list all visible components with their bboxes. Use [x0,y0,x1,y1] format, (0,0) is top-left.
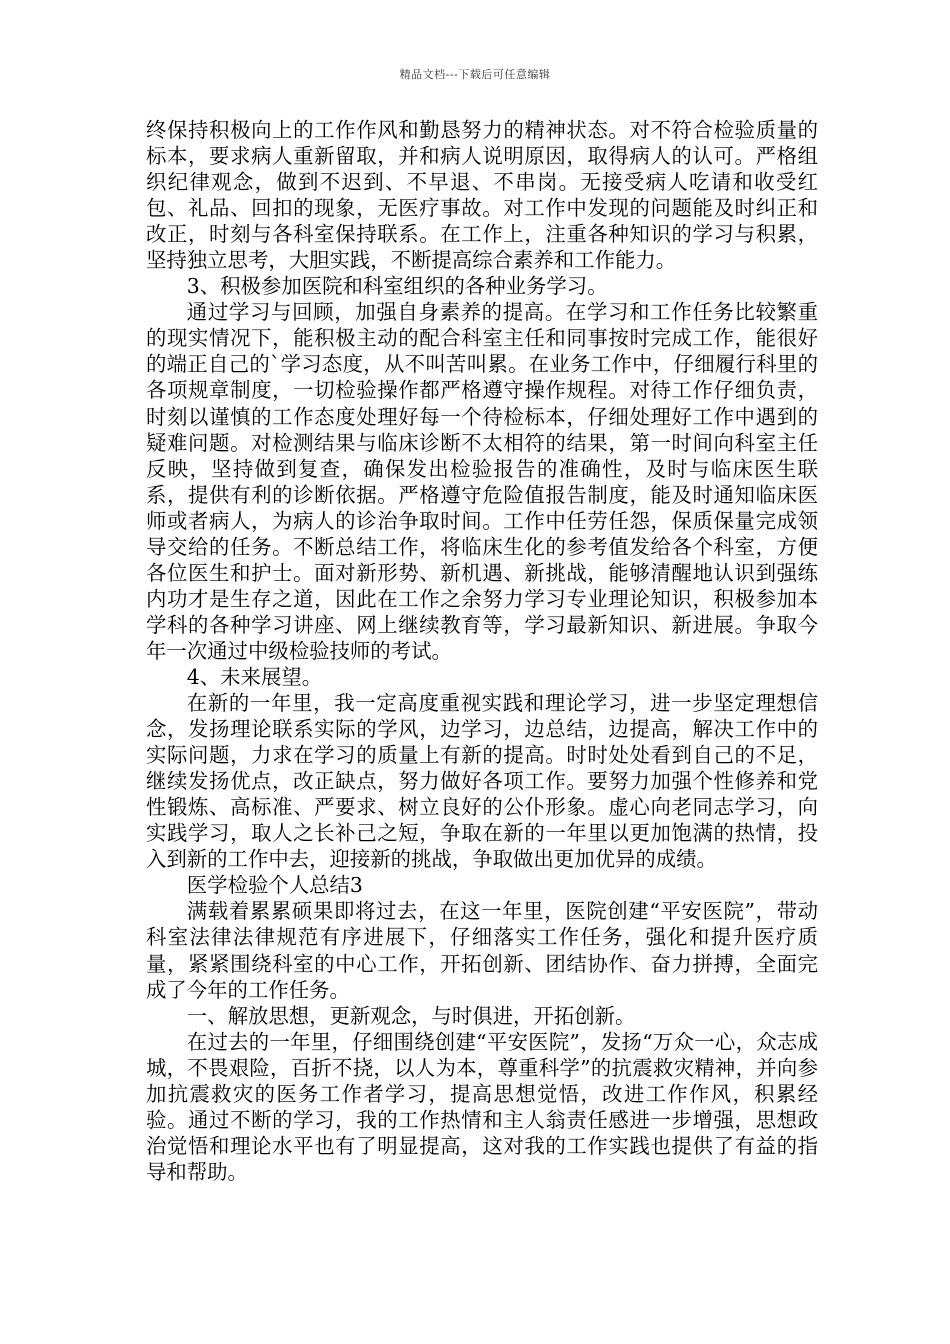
page-header: 精品文档---下载后可任意编辑 [399,68,551,81]
document-body [146,117,818,1185]
section-heading-3: 3、积极参加医院和科室组织的各种业务学习。 [186,274,608,299]
document-title: 医学检验个人总结3 [186,873,363,898]
paragraph: 终保持积极向上的工作作风和勤恳努力的精神状态。对不符合检验质量的标本，要求病人重新留取，并和病人说明原因，取得病人的认可。严格组织纪律观念，做到不迟到、不早退、不串岗。无接受病人吃请和收受红包、礼品、回扣的现象，无医疗事故。对工作中发现的问题能及时纠正和改正，时刻与各科室保持联系。在工作上，注重各种知识的学习与积累，坚持独立思考，大胆实践，不断提高综合素养和工作能力。 [146,118,818,273]
paragraph: 满载着累累硕果即将过去，在这一年里，医院创建“平安医院”，带动科室法律法律规范有序进展下，仔细落实工作任务，强化和提升医疗质量，紧紧围绕科室的中心工作，开拓创新、团结协作、奋力拼搏，全面完成了今年的工作任务。 [146,899,818,1002]
paragraph: 在新的一年里，我一定高度重视实践和理论学习，进一步坚定理想信念，发扬理论联系实际的学风，边学习，边总结，边提高，解决工作中的实际问题，力求在学习的质量上有新的提高。时时处处看到自己的不足，继续发扬优点，改正缺点，努力做好各项工作。要努力加强个性修养和党性锻炼、高标准、严要求、树立良好的公仆形象。虚心向老同志学习，向实践学习，取人之长补己之短，争取在新的一年里以更加饱满的热情，投入到新的工作中去，迎接新的挑战，争取做出更加优异的成绩。 [146,691,818,872]
paragraph: 在过去的一年里，仔细围绕创建“平安医院”，发扬“万众一心，众志成城，不畏艰险，百折不挠，以人为本，尊重科学”的抗震救灾精神，并向参加抗震救灾的医务工作者学习，提高思想觉悟，改进工作作风，积累经验。通过不断的学习，我的工作热情和主人翁责任感进一步增强，思想政治觉悟和理论水平也有了明显提高，这对我的工作实践也提供了有益的指导和帮助。 [146,1029,818,1184]
section-heading-4: 4、未来展望。 [186,664,323,689]
paragraph: 通过学习与回顾，加强自身素养的提高。在学习和工作任务比较繁重的现实情况下，能积极主动的配合科室主任和同事按时完成工作，能很好的端正自己的`学习态度，从不叫苦叫累。在业务工作中，仔细履行科里的各项规章制度，一切检验操作都严格遵守操作规程。对待工作仔细负责，时刻以谨慎的工作态度处理好每一个待检标本，仔细处理好工作中遇到的疑难问题。对检测结果与临床诊断不太相符的结果，第一时间向科室主任反映，坚持做到复查，确保发出检验报告的准确性，及时与临床医生联系，提供有利的诊断依据。严格遵守危险值报告制度，能及时通知临床医师或者病人，为病人的诊治争取时间。工作中任劳任怨，保质保量完成领导交给的任务。不断总结工作，将临床生化的参考值发给各个科室，方便各位医生和护士。面对新形势、新机遇、新挑战，能够清醒地认识到强练内功才是生存之道，因此在工作之余努力学习专业理论知识，积极参加本学科的各种学习讲座、网上继续教育等，学习最新知识、新进展。争取今年一次通过中级检验技师的考试。 [146,300,818,663]
section-heading-1: 一、解放思想，更新观念，与时俱进，开拓创新。 [186,1003,636,1028]
